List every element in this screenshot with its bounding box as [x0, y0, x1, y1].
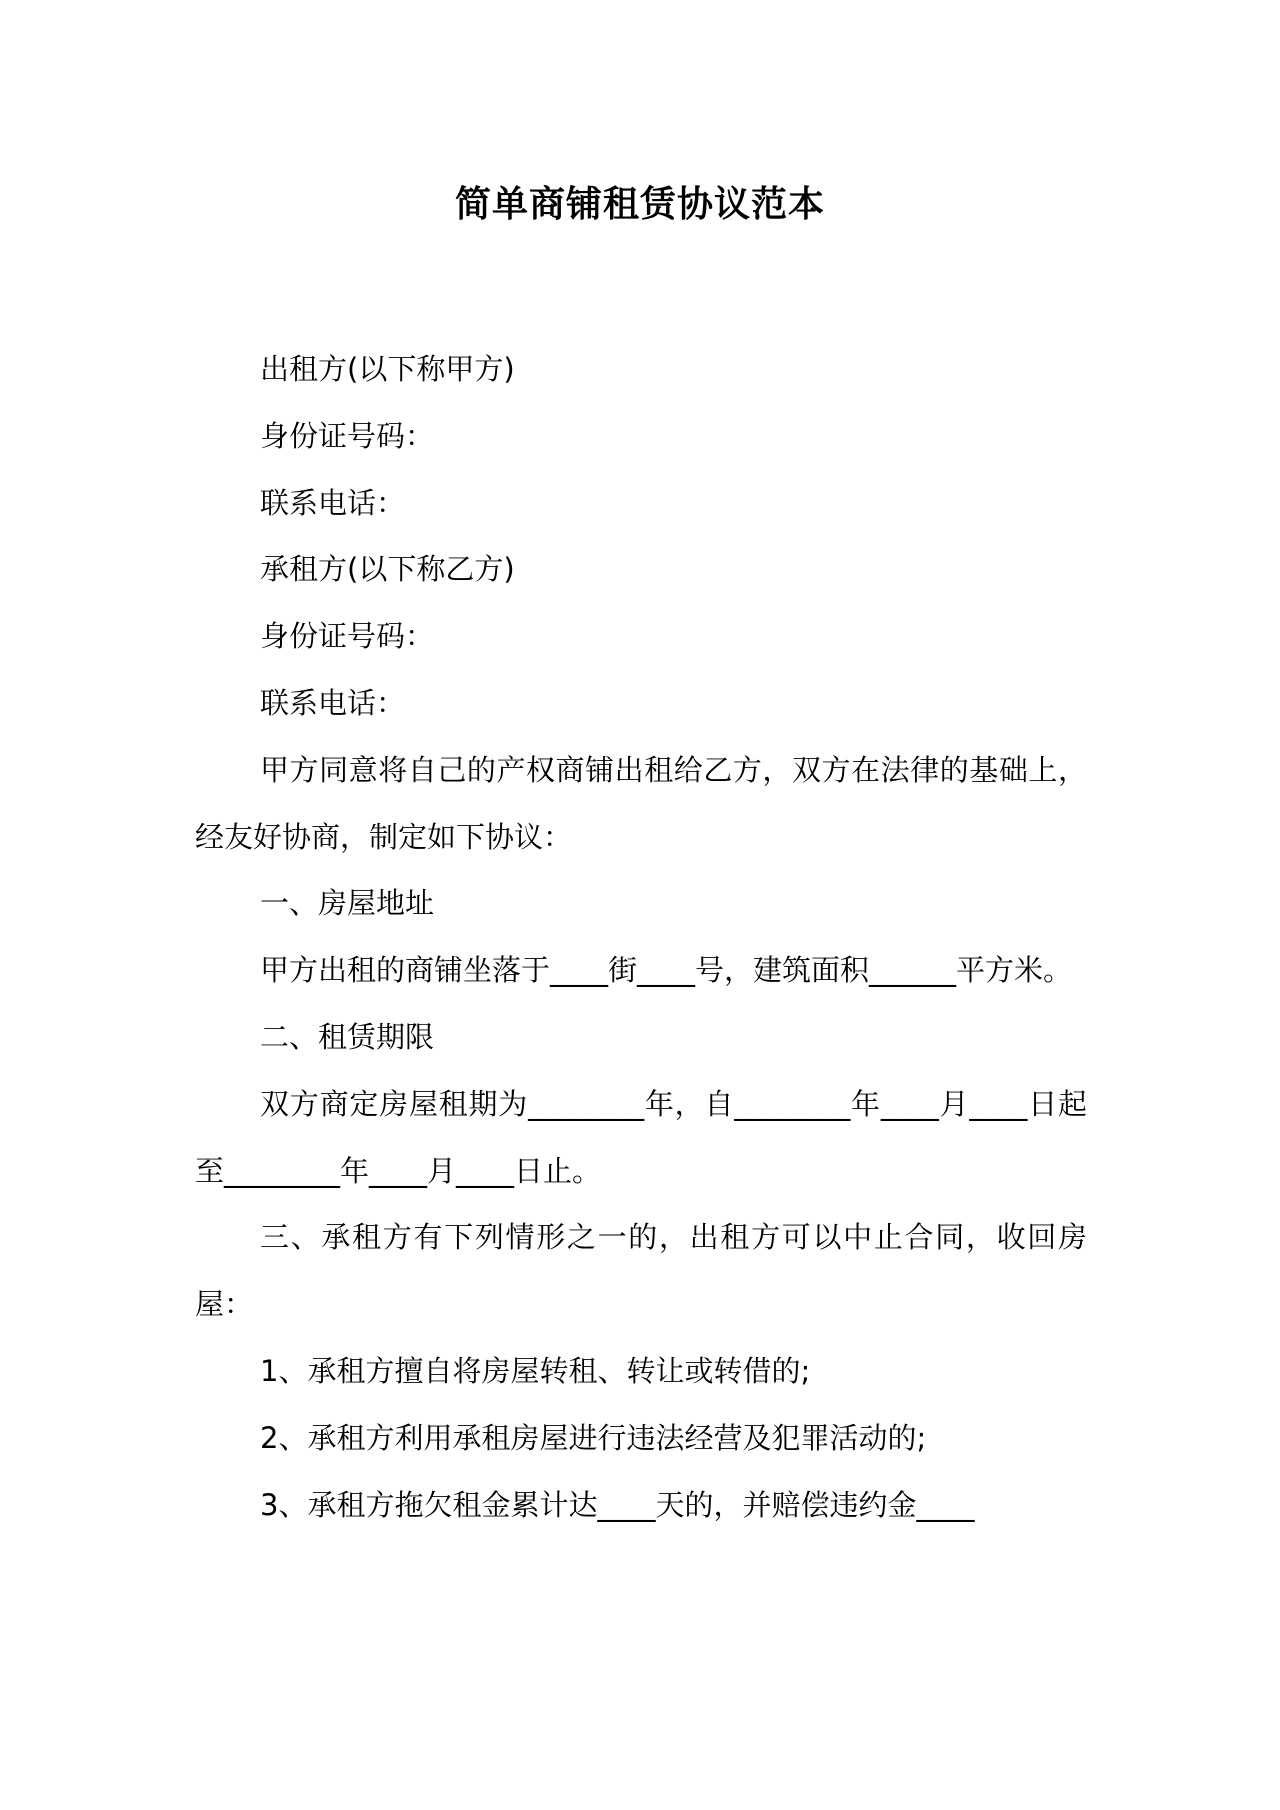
lessee-label: 承租方(以下称乙方): [260, 552, 515, 587]
lessee-phone-field: 联系电话：: [260, 685, 406, 720]
address-clause: 甲方出租的商铺坐落于____街____号，建筑面积______平方米。: [260, 953, 1073, 988]
termination-item-1: 1、承租方擅自将房屋转租、转让或转借的;: [260, 1353, 811, 1388]
termination-item-3: 3、承租方拖欠租金累计达____天的，并赔偿违约金____: [260, 1487, 975, 1522]
lessee-id-number-field: 身份证号码：: [260, 619, 435, 654]
section-heading-termination: 三、承租方有下列情形之一的，出租方可以中止合同，收回房屋：: [195, 1220, 1087, 1322]
lessor-label: 出租方(以下称甲方): [260, 352, 515, 386]
lessor-id-number-field: 身份证号码：: [260, 418, 435, 453]
document-title: 简单商铺租赁协议范本: [454, 184, 825, 225]
lease-term-clause: 双方商定房屋租期为________年，自________年____月____日起至________年____月____日止。: [195, 1086, 1087, 1188]
section-heading-address: 一、房屋地址: [260, 886, 435, 921]
termination-item-2: 2、承租方利用承租房屋进行违法经营及犯罪活动的;: [260, 1420, 927, 1455]
document-body: [195, 336, 1087, 1538]
section-heading-lease-term: 二、租赁期限: [260, 1019, 435, 1054]
lessor-phone-field: 联系电话：: [260, 485, 406, 520]
agreement-preamble: 甲方同意将自己的产权商铺出租给乙方，双方在法律的基础上，经友好协商，制定如下协议：: [195, 752, 1087, 854]
